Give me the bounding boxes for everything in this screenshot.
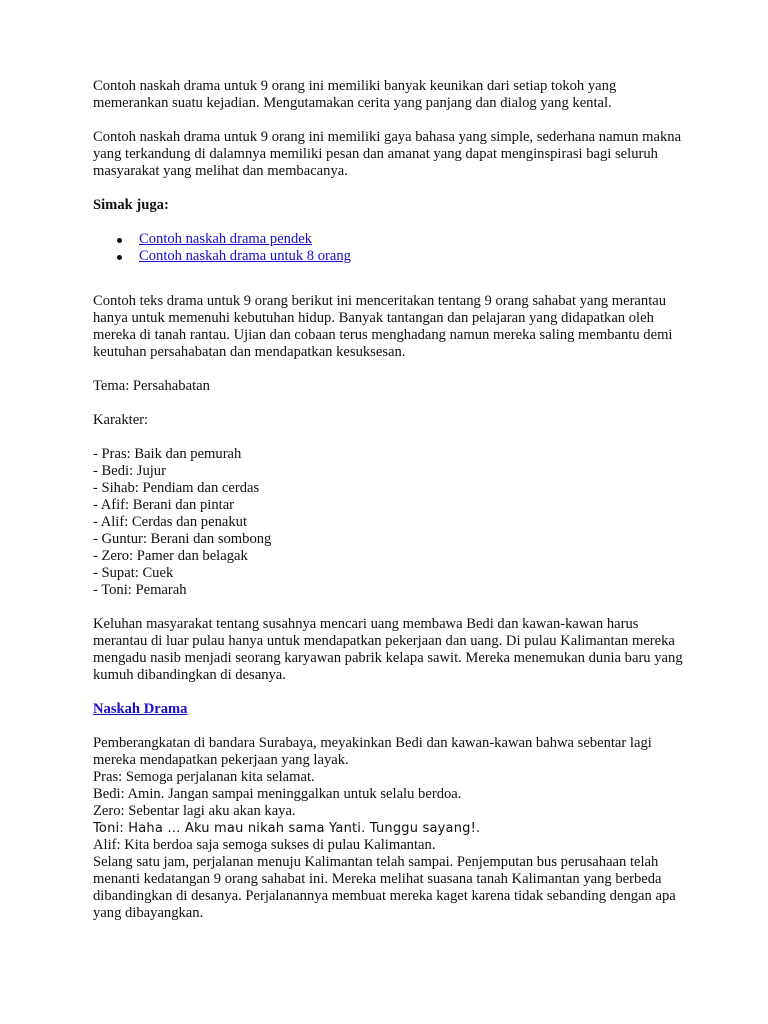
character-item: - Supat: Cuek xyxy=(93,565,174,581)
see-also-label: Simak juga: xyxy=(93,197,169,213)
character-item: - Pras: Baik dan pemurah xyxy=(93,446,242,462)
script-closing: Selang satu jam, perjalanan menuju Kalimantan telah sampai. Penjemputan bus perusahaan telah menanti kedatangan 9 orang sahabat ini. Mereka melihat suasana tanah Kalimantan yang berbeda dibandingkan di desanya. Perjalanannya membuat mereka kaget karena tidak sebanding dengan apa yang dibayangkan. xyxy=(93,854,676,921)
intro-paragraph-1: Contoh naskah drama untuk 9 orang ini memiliki banyak keunikan dari setiap tokoh yang memerankan suatu kejadian. Mengutamakan cerita yang panjang dan dialog yang kental. xyxy=(93,78,617,111)
character-item: - Afif: Berani dan pintar xyxy=(93,497,235,513)
dialog-line: Bedi: Amin. Jangan sampai meninggalkan untuk selalu berdoa. xyxy=(93,786,462,802)
document-body xyxy=(93,78,693,922)
link-naskah-drama-8-orang[interactable]: Contoh naskah drama untuk 8 orang xyxy=(139,248,351,264)
dialog-line-alif: Alif: Kita berdoa saja semoga sukses di pulau Kalimantan. xyxy=(93,837,436,853)
link-naskah-drama-pendek[interactable]: Contoh naskah drama pendek xyxy=(139,231,313,247)
list-item xyxy=(93,248,693,265)
summary-paragraph: Contoh teks drama untuk 9 orang berikut ini menceritakan tentang 9 orang sahabat yang merantau hanya untuk memenuhi kebutuhan hidup. Banyak tantangan dan pelajaran yang didapatkan oleh mereka di tanah rantau. Ujian dan cobaan terus menghadang namun mereka saling membantu demi keutuhan persahabatan dan mendapatkan kesuksesan. xyxy=(93,293,673,360)
synopsis-paragraph: Keluhan masyarakat tentang susahnya mencari uang membawa Bedi dan kawan-kawan harus merantau di luar pulau hanya untuk mendapatkan pekerjaan dan uang. Di pulau Kalimantan mereka mengadu nasib menjadi seorang karyawan pabrik kelapa sawit. Mereka menemukan dunia baru yang kumuh dibandingkan di desanya. xyxy=(93,616,683,683)
dialog-line: Zero: Sebentar lagi aku akan kaya. xyxy=(93,803,296,819)
character-list xyxy=(93,446,693,599)
character-item: - Zero: Pamer dan belagak xyxy=(93,548,248,564)
dialog-line: Pras: Semoga perjalanan kita selamat. xyxy=(93,769,315,785)
theme-line: Tema: Persahabatan xyxy=(93,378,210,394)
list-item xyxy=(93,231,693,248)
see-also-list xyxy=(93,231,693,265)
character-item: - Toni: Pemarah xyxy=(93,582,187,598)
intro-paragraph-2: Contoh naskah drama untuk 9 orang ini memiliki gaya bahasa yang simple, sederhana namun makna yang terkandung di dalamnya memiliki pesan dan amanat yang dapat menginspirasi bagi seluruh masyarakat yang melihat dan membacanya. xyxy=(93,129,682,179)
script-heading-link[interactable]: Naskah Drama xyxy=(93,701,188,717)
character-item: - Alif: Cerdas dan penakut xyxy=(93,514,248,530)
script-opening: Pemberangkatan di bandara Surabaya, meyakinkan Bedi dan kawan-kawan bahwa sebentar lagi mereka mendapatkan pekerjaan yang layak. xyxy=(93,735,652,768)
character-item: - Bedi: Jujur xyxy=(93,463,166,479)
characters-label: Karakter: xyxy=(93,412,149,428)
character-item: - Sihab: Pendiam dan cerdas xyxy=(93,480,260,496)
character-item: - Guntur: Berani dan sombong xyxy=(93,531,272,547)
dialog-line-toni: Toni: Haha … Aku mau nikah sama Yanti. Tunggu sayang!. xyxy=(93,821,481,836)
